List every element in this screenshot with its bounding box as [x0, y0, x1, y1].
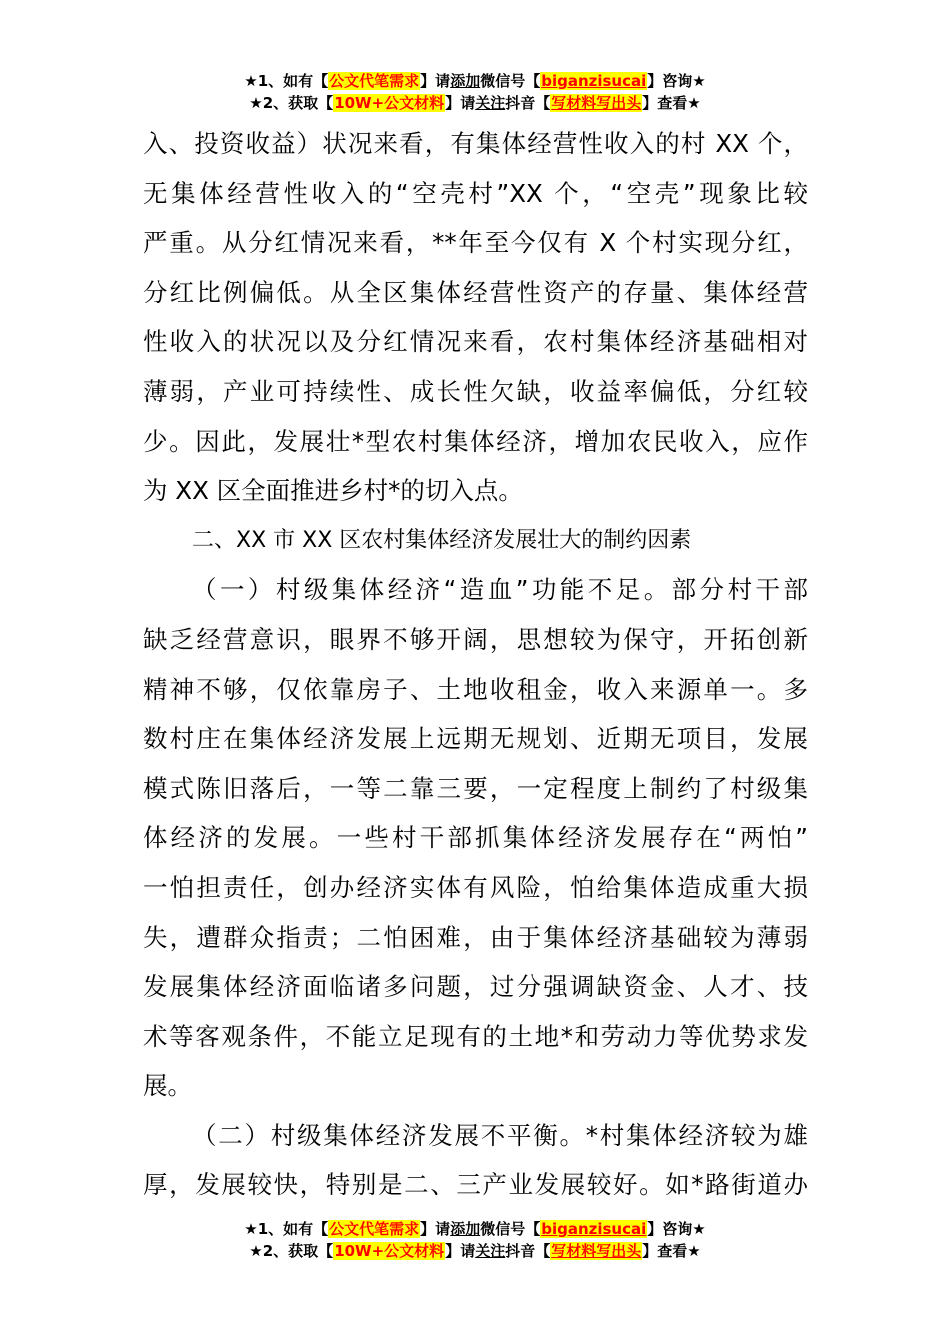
banner-wechat-id: biganzisucai: [541, 1220, 647, 1238]
banner-douyin-id: 写材料写出头: [551, 94, 642, 112]
text-line: 体经济的发展。一些村干部抓集体经济发展存在“两怕”: [143, 823, 808, 853]
banner-douyin-id: 写材料写出头: [551, 1242, 642, 1260]
text-line: 失，遭群众指责；二怕困难，由于集体经济基础较为薄弱: [143, 922, 808, 952]
banner-line-1: ★1、如有【公文代笔需求】请添加微信号【biganzisucai】咨询★: [244, 72, 706, 90]
text-line: 无集体经营性收入的“空壳村”XX 个，“空壳”现象比较: [143, 178, 808, 208]
text-line: 展。: [143, 1071, 192, 1101]
text-line: 一怕担责任，创办经济实体有风险，怕给集体造成重大损: [143, 872, 808, 902]
text-line: 分红比例偏低。从全区集体经营性资产的存量、集体经营: [143, 277, 808, 307]
banner-line-1: ★1、如有【公文代笔需求】请添加微信号【biganzisucai】咨询★: [244, 1220, 706, 1238]
text-line: 严重。从分红情况来看，**年至今仅有 X 个村实现分红，: [143, 228, 808, 258]
banner-highlight: 公文代笔需求: [329, 1220, 420, 1238]
text-line: 薄弱，产业可持续性、成长性欠缺，收益率偏低，分红较: [143, 376, 808, 406]
text-line: 性收入的状况以及分红情况来看，农村集体经济基础相对: [143, 327, 808, 357]
text-line: 少。因此，发展壮*型农村集体经济，增加农民收入，应作: [143, 426, 808, 456]
text-line: 入、投资收益）状况来看，有集体经营性收入的村 XX 个，: [143, 129, 808, 158]
header-banner: [0, 70, 950, 114]
text-line: 模式陈旧落后，一等二靠三要，一定程度上制约了村级集: [143, 773, 808, 803]
section-heading: 二、XX 市 XX 区农村集体经济发展壮大的制约因素: [192, 527, 692, 553]
paragraph-first-line: （二）村级集体经济发展不平衡。*村集体经济较为雄: [192, 1120, 808, 1150]
banner-line-2: ★2、获取【10W+公文材料】请关注抖音【写材料写出头】查看★: [249, 94, 701, 112]
banner-highlight: 10W+公文材料: [334, 1242, 445, 1260]
banner-line-2: ★2、获取【10W+公文材料】请关注抖音【写材料写出头】查看★: [249, 1242, 701, 1260]
text-line: 术等客观条件，不能立足现有的土地*和劳动力等优势求发: [143, 1021, 808, 1051]
document-body: [143, 119, 808, 1210]
text-line: 缺乏经营意识，眼界不够开阔，思想较为保守，开拓创新: [143, 624, 808, 654]
banner-highlight: 10W+公文材料: [334, 94, 445, 112]
text-line: 发展集体经济面临诸多问题，过分强调缺资金、人才、技: [143, 972, 808, 1002]
text-line: 为 XX 区全面推进乡村*的切入点。: [143, 476, 523, 506]
banner-wechat-id: biganzisucai: [541, 72, 647, 90]
footer-banner: [0, 1218, 950, 1262]
text-line: 厚，发展较快，特别是二、三产业发展较好。如*路街道办: [143, 1170, 808, 1200]
paragraph-first-line: （一）村级集体经济“造血”功能不足。部分村干部: [192, 575, 808, 605]
text-line: 数村庄在集体经济发展上远期无规划、近期无项目，发展: [143, 724, 808, 754]
banner-highlight: 公文代笔需求: [329, 72, 420, 90]
text-line: 精神不够，仅依靠房子、土地收租金，收入来源单一。多: [143, 674, 808, 704]
